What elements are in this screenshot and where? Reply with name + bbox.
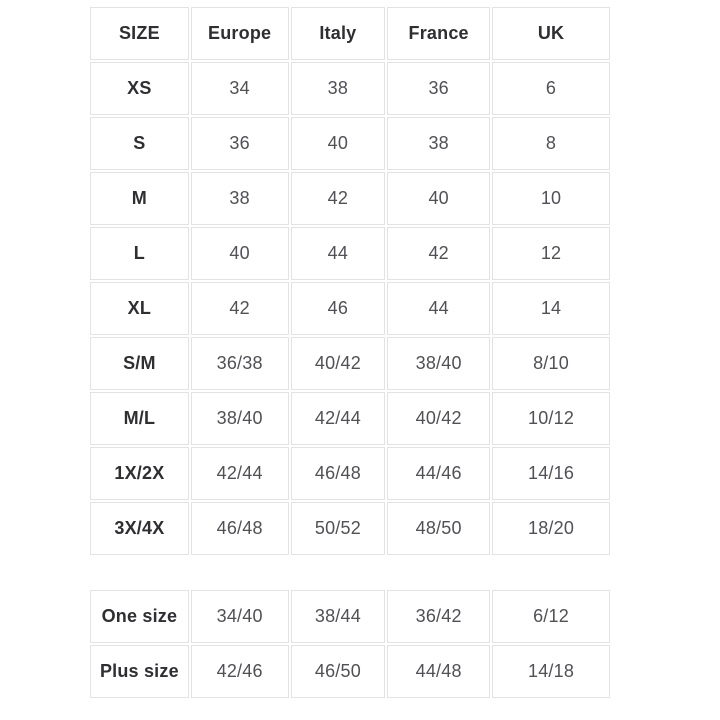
table-cell: 44 xyxy=(387,282,490,335)
table-cell: 40/42 xyxy=(291,337,386,390)
table-cell: 14/16 xyxy=(492,447,610,500)
table-cell: 42 xyxy=(191,282,289,335)
table-cell: 42/46 xyxy=(191,645,289,698)
table-cell: 42 xyxy=(291,172,386,225)
table-cell: 44/48 xyxy=(387,645,490,698)
table-row-plus-size xyxy=(90,645,610,698)
column-header-france: France xyxy=(387,7,490,60)
table-cell: 44/46 xyxy=(387,447,490,500)
row-label-m: M xyxy=(90,172,189,225)
table-cell: 36 xyxy=(387,62,490,115)
table-cell: 46 xyxy=(291,282,386,335)
table-cell: 8/10 xyxy=(492,337,610,390)
table-cell: 42/44 xyxy=(191,447,289,500)
table-row-s-m xyxy=(90,337,610,390)
table-cell: 14/18 xyxy=(492,645,610,698)
table-cell: 36/42 xyxy=(387,590,490,643)
table-cell: 8 xyxy=(492,117,610,170)
table-row-1x-2x xyxy=(90,447,610,500)
table-cell: 14 xyxy=(492,282,610,335)
table-cell: 40 xyxy=(291,117,386,170)
table-cell: 46/48 xyxy=(291,447,386,500)
table-cell: 6 xyxy=(492,62,610,115)
row-label-s-m: S/M xyxy=(90,337,189,390)
table-cell: 46/48 xyxy=(191,502,289,555)
table-cell: 50/52 xyxy=(291,502,386,555)
size-table-special-sizes xyxy=(88,588,612,700)
table-cell: 34/40 xyxy=(191,590,289,643)
row-label-3x-4x: 3X/4X xyxy=(90,502,189,555)
table-cell: 38 xyxy=(291,62,386,115)
table-cell: 38 xyxy=(387,117,490,170)
column-header-uk: UK xyxy=(492,7,610,60)
table-cell: 42 xyxy=(387,227,490,280)
table-cell: 40 xyxy=(387,172,490,225)
table-cell: 38/40 xyxy=(191,392,289,445)
row-label-xs: XS xyxy=(90,62,189,115)
row-label-l: L xyxy=(90,227,189,280)
size-table-main xyxy=(88,5,612,557)
row-label-1x-2x: 1X/2X xyxy=(90,447,189,500)
row-label-plus-size: Plus size xyxy=(90,645,189,698)
table-cell: 38/40 xyxy=(387,337,490,390)
table-row-3x-4x xyxy=(90,502,610,555)
table-row-m-l xyxy=(90,392,610,445)
table-cell: 36 xyxy=(191,117,289,170)
table-cell: 10 xyxy=(492,172,610,225)
column-header-italy: Italy xyxy=(291,7,386,60)
table-cell: 38/44 xyxy=(291,590,386,643)
row-label-xl: XL xyxy=(90,282,189,335)
table-cell: 42/44 xyxy=(291,392,386,445)
table-cell: 36/38 xyxy=(191,337,289,390)
table-cell: 38 xyxy=(191,172,289,225)
table-cell: 40/42 xyxy=(387,392,490,445)
size-conversion-chart xyxy=(88,5,612,700)
table-cell: 46/50 xyxy=(291,645,386,698)
table-cell: 44 xyxy=(291,227,386,280)
table-row-xl xyxy=(90,282,610,335)
table-cell: 48/50 xyxy=(387,502,490,555)
table-cell: 18/20 xyxy=(492,502,610,555)
column-header-europe: Europe xyxy=(191,7,289,60)
table-row-s xyxy=(90,117,610,170)
table-row-m xyxy=(90,172,610,225)
header-row xyxy=(90,7,610,60)
column-header-size: SIZE xyxy=(90,7,189,60)
table-cell: 40 xyxy=(191,227,289,280)
table-cell: 12 xyxy=(492,227,610,280)
row-label-m-l: M/L xyxy=(90,392,189,445)
row-label-s: S xyxy=(90,117,189,170)
table-cell: 6/12 xyxy=(492,590,610,643)
row-label-one-size: One size xyxy=(90,590,189,643)
table-row-l xyxy=(90,227,610,280)
table-cell: 34 xyxy=(191,62,289,115)
table-row-xs xyxy=(90,62,610,115)
table-cell: 10/12 xyxy=(492,392,610,445)
table-row-one-size xyxy=(90,590,610,643)
